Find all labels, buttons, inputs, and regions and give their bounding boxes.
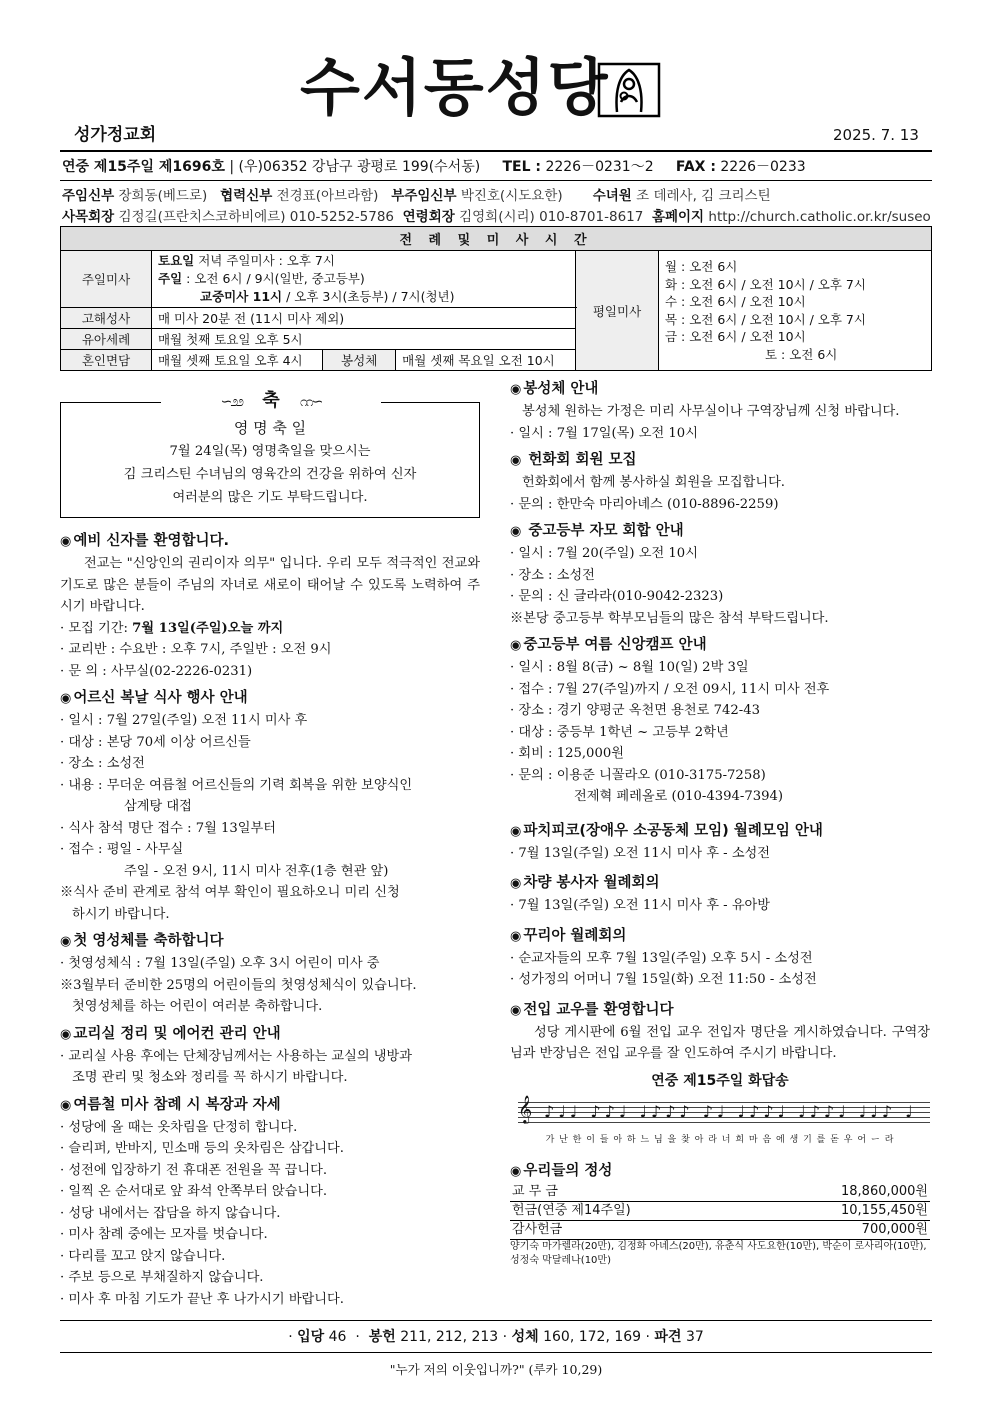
list-item: 헌화회에서 함께 봉사하실 회원을 모집합니다.: [522, 475, 786, 490]
music-notes-icon: ♪♩♩ ♪♪♩ ♩♪♪♪ ♪♩ ♩♪♪♩ ♩♪♪♩ ♩♩♪ ♩: [544, 1102, 917, 1121]
section-title: [60, 530, 480, 553]
list-item: · 성가정의 어머니 7월 15일(화) 오전 11:50 - 소성전: [510, 972, 817, 987]
homepage-link[interactable]: http://church.catholic.or.kr/suseo: [708, 209, 931, 225]
feast-line: 7월 24일(목) 영명축일을 맞으시는: [169, 444, 371, 459]
union-label: 연령회장: [402, 209, 455, 225]
scripture-quote: "누가 저의 이웃입니까?" (루카 10,29): [389, 1362, 603, 1377]
list-item: · 슬리퍼, 반바지, 민소매 등의 옷차림은 삼갑니다.: [60, 1141, 344, 1156]
pastor-name: 장희동(베드로): [118, 188, 208, 204]
feast-heading-text: 축: [262, 390, 280, 411]
divider: [60, 1352, 932, 1353]
section-title: [510, 378, 930, 401]
list-item: · 다리를 꼬고 앉지 않습니다.: [60, 1248, 226, 1264]
bullet-icon: ◉: [510, 382, 522, 397]
assoc-name: 박진호(시도요한): [460, 188, 563, 204]
section-title: [60, 1094, 480, 1117]
baptism-label: 유아세례: [61, 329, 152, 350]
stat-value: 160, 172, 169: [543, 1329, 642, 1345]
bullet-icon: ◉: [510, 876, 522, 891]
weekday-tue: 화 : 오전 6시 / 오전 10시 / 오후 7시: [665, 276, 866, 292]
bullet-icon: ◉: [60, 1097, 72, 1113]
section-title-text: 꾸리아 월례회의: [523, 927, 627, 944]
divider: [60, 180, 932, 181]
divider: [60, 1320, 932, 1321]
marriage-row: [152, 350, 576, 371]
section-title: [60, 687, 480, 710]
marriage-time: 매월 셋째 토요일 오후 4시: [152, 350, 323, 370]
sunday-label: 주일: [158, 271, 183, 286]
list-item-cont: 삼계탕 대접: [124, 799, 192, 814]
list-item: · 회비 : 125,000원: [510, 746, 624, 761]
weekday-fri: 금 : 오전 6시 / 오전 10시: [665, 329, 806, 344]
sunday-other-times: / 오후 3시(초등부) / 7시(청년): [286, 289, 455, 304]
union-contact: 김영희(시리) 010-8701-8617: [459, 209, 644, 225]
coop-name: 전경표(아브라함): [276, 188, 379, 204]
pastor-label: 주임신부: [62, 188, 115, 204]
bullet-icon: ◉: [60, 934, 72, 949]
section-title: [60, 1023, 480, 1046]
list-item: · 교리반 : 수요반 : 오후 7시, 주일반 : 오전 9시: [60, 642, 332, 657]
section-title-text: 중고등부 여름 신앙캠프 안내: [523, 637, 707, 653]
staff-line-2: [62, 205, 931, 225]
list-item: · 일찍 온 순서대로 앞 좌석 안쪽부터 앉습니다.: [60, 1184, 328, 1199]
issue-info-line: [62, 156, 806, 176]
sunday-mass-label: 주일미사: [61, 251, 152, 308]
list-item: · 장소 : 소성전: [510, 567, 595, 583]
staff-line-1: [62, 184, 771, 204]
section-title-text: 교리실 정리 및 에어컨 관리 안내: [73, 1025, 281, 1042]
list-item: · 접수 : 평일 - 사무실: [60, 842, 184, 857]
confession-time: 매 미사 20분 전 (11시 미사 제외): [152, 308, 576, 329]
tel-label: TEL :: [502, 159, 541, 175]
list-item: 봉성체 원하는 가정은 미리 사무실이나 구역장님께 신청 바랍니다.: [522, 404, 900, 419]
assoc-label: 부주임신부: [391, 188, 457, 204]
offering-label: 감사헌금: [510, 1220, 751, 1239]
note: ※본당 중고등부 학부모님들의 많은 참석 부탁드립니다.: [510, 610, 829, 626]
list-item: · 접수 : 7월 27(주일)까지 / 오전 09시, 11시 미사 전후: [510, 681, 830, 697]
stat-value: 37: [685, 1329, 704, 1345]
list-item: · 내용 : 무더운 여름철 어르신들의 기력 회복을 위한 보양식인: [60, 777, 413, 793]
donor-list: 양기숙 마가렐라(20만), 김정화 아녜스(20만), 유춘식 사도요한(10만), 박순이 로사리아(10만), 성정숙 막달레나(10만): [510, 1240, 927, 1266]
bullet-icon: ◉: [510, 1163, 522, 1179]
list-item: · 장소 : 소성전: [60, 756, 145, 771]
feast-day-box: [60, 390, 480, 518]
note: ※식사 준비 관계로 참석 여부 확인이 필요하오니 미리 신청: [60, 885, 400, 900]
list-item: · 장소 : 경기 양평군 옥천면 용천로 742-43: [510, 703, 760, 718]
table-row: [510, 1183, 930, 1202]
psalm-title: 연중 제15주일 화답송: [651, 1072, 789, 1089]
list-item-cont: 주일 - 오전 9시, 11시 미사 전후(1층 현관 앞): [124, 863, 389, 879]
section-title-text: 어르신 복날 식사 행사 안내: [73, 690, 248, 706]
stat-value: 211, 212, 213: [400, 1329, 499, 1345]
section-title-text: 여름철 미사 참례 시 복장과 자세: [73, 1096, 281, 1113]
offering-label: 헌금(연중 제14주일): [510, 1201, 751, 1220]
anointing-label: 봉성체: [323, 350, 396, 370]
list-item: · 대상 : 본당 70세 이상 어르신들: [60, 734, 251, 750]
mass-header: 전 례 및 미 사 시 간: [61, 227, 932, 251]
section-title-text: 파치피코(장애우 소공동체 모임) 월례모임 안내: [523, 822, 823, 839]
divider: [60, 150, 932, 152]
list-item: · 성당에 올 때는 옷차림을 단정히 합니다.: [60, 1119, 298, 1135]
music-staff: [518, 1095, 930, 1128]
bullet-icon: ◉: [510, 928, 522, 944]
stat-label: 파견: [654, 1329, 682, 1345]
section-paragraph: 성당 게시판에 6월 전입 교우 전입자 명단을 게시하였습니다. 구역장님과 반장님은 전입 교우를 잘 인도하여 주시기 바랍니다.: [510, 1024, 930, 1061]
section-title: [510, 999, 930, 1022]
bullet-icon: ◉: [510, 453, 522, 468]
ornament-left-icon: ∽೨೨: [220, 394, 243, 410]
baptism-time: 매월 첫째 토요일 오후 5시: [152, 329, 576, 350]
section-title: [510, 1160, 930, 1183]
marriage-label: 혼인면담: [61, 350, 152, 371]
left-column: [60, 380, 480, 1310]
main-mass: 교중미사 11시: [200, 289, 283, 304]
offering-amount: 700,000원: [751, 1220, 930, 1239]
list-item: · 일시 : 8월 8(금) ~ 8월 10(일) 2박 3일: [510, 660, 749, 675]
note: 하시기 바랍니다.: [72, 906, 170, 922]
address: | (우)06352 강남구 광평로 199(수서동): [229, 159, 481, 175]
list-item: · 모집 기간:: [60, 620, 133, 636]
weekday-mass-times: [659, 251, 932, 371]
weekday-thu: 목 : 오전 6시 / 오전 10시 / 오후 7시: [665, 311, 866, 327]
list-item: · 미사 참례 중에는 모자를 벗습니다.: [60, 1227, 268, 1242]
weekday-wed: 수 : 오전 6시 / 오전 10시: [665, 294, 806, 309]
right-column: [510, 378, 930, 1268]
list-item: · 일시 : 7월 17일(목) 오전 10시: [510, 425, 698, 441]
homepage-label: 홈페이지: [651, 209, 705, 225]
mass-schedule: [60, 226, 932, 371]
list-item-emphasis: 7월 13일(주일)오늘 까지: [132, 620, 284, 636]
list-item: · 식사 참석 명단 접수 : 7월 13일부터: [60, 820, 277, 836]
offering-amount: 18,860,000원: [751, 1183, 930, 1202]
coop-label: 협력신부: [220, 188, 273, 204]
hymn-number-bar: · 입당 46 · 봉헌 211, 212, 213 · 성체 160, 172, 169 · 파견 37: [288, 1329, 704, 1345]
list-item: · 문의 : 신 글라라(010-9042-2323): [510, 589, 724, 604]
note: ※3월부터 준비한 25명의 어린이들의 첫영성체식이 있습니다.: [60, 977, 417, 993]
bullet-icon: ◉: [60, 1026, 72, 1042]
list-item: · 7월 13일(주일) 오전 11시 미사 후 - 소성전: [510, 845, 771, 861]
feast-heading: [161, 389, 381, 414]
list-item: · 교리실 사용 후에는 단체장님께서는 사용하는 교실의 냉방과: [60, 1048, 413, 1064]
table-row: [510, 1201, 930, 1220]
note: 첫영성체를 하는 어린이 여러분 축하합니다.: [72, 999, 323, 1014]
tel-number: 2226－0231～2: [545, 159, 654, 175]
section-title: [510, 520, 930, 543]
fax-number: 2226－0233: [720, 159, 806, 175]
list-item: · 성당 내에서는 잡담을 하지 않습니다.: [60, 1205, 281, 1221]
stat-label: 입당: [297, 1329, 325, 1345]
council-contact: 김정길(프란치스코하비에르) 010-5252-5786: [118, 209, 395, 225]
holy-family-logo-icon: [597, 62, 661, 118]
council-label: 사목회장: [62, 209, 115, 225]
feast-line: 여러분의 많은 기도 부탁드립니다.: [172, 490, 368, 505]
newsletter-title: 수서동성당: [300, 51, 610, 124]
section-paragraph: 전교는 "신앙인의 권리이자 의무" 입니다. 우리 모두 적극적인 전교와 기도로 많은 분들이 주님의 자녀로 새로이 태어날 수 있도록 노력하여 주시기 바랍니다.: [60, 556, 480, 614]
list-item: · 주보 등으로 부채질하지 않습니다.: [60, 1270, 264, 1285]
saturday-time: 저녁 주일미사 : 오후 7시: [198, 253, 335, 268]
ornament-right-icon: ೧೧∽: [299, 394, 322, 410]
section-title: [510, 872, 930, 895]
section-title-text: 첫 영성체를 축하합니다: [73, 933, 224, 949]
list-item: · 문의 : 한만숙 마리아녜스 (010-8896-2259): [510, 496, 779, 512]
list-item: · 문의 : 이용준 니꼴라오 (010-3175-7258): [510, 767, 766, 783]
section-title-text: 우리들의 정성: [523, 1162, 613, 1179]
section-title-text: 예비 신자를 환영합니다.: [73, 533, 230, 549]
bullet-icon: ◉: [60, 691, 72, 706]
bullet-icon: ◉: [510, 1002, 522, 1018]
list-item: · 대상 : 중등부 1학년 ~ 고등부 2학년: [510, 724, 729, 740]
section-title: [60, 930, 480, 953]
psalm-lyrics: 가 난 한 이 들 아 하 느 님 을 찾 아 라 너 희 마 음 에 생 기 를 돋 우 어 ー 라: [545, 1135, 895, 1145]
confession-label: 고해성사: [61, 308, 152, 329]
weekday-mass-label: 평일미사: [576, 251, 659, 371]
list-item: · 성전에 입장하기 전 휴대폰 전원을 꼭 끕니다.: [60, 1162, 328, 1178]
section-title-text: 헌화회 회원 모집: [528, 452, 637, 468]
treble-clef-icon: 𝄞: [518, 1095, 533, 1123]
list-item: · 미사 후 마침 기도가 끝난 후 나가시기 바랍니다.: [60, 1291, 344, 1307]
weekday-mon: 월 : 오전 6시: [665, 259, 738, 274]
table-row: [510, 1220, 930, 1239]
bullet-icon: ◉: [510, 638, 522, 653]
section-title: [510, 449, 930, 472]
list-item: · 일시 : 7월 27일(주일) 오전 11시 미사 후: [60, 713, 308, 728]
section-title-text: 봉성체 안내: [523, 381, 599, 397]
section-title: [510, 820, 930, 843]
issue-number: 연중 제15주일 제1696호: [62, 159, 225, 175]
list-item: · 순교자들의 모후 7월 13일(주일) 오후 5시 - 소성전: [510, 950, 813, 966]
section-title-text: 차량 봉사자 월례회의: [523, 875, 660, 891]
section-title-text: 전입 교우를 환영합니다: [523, 1001, 674, 1018]
stat-label: 성체: [511, 1329, 539, 1345]
section-title: [510, 925, 930, 948]
feast-line: 김 크리스틴 수녀님의 영육간의 건강을 위하여 신자: [123, 467, 417, 482]
bullet-icon: ◉: [510, 524, 522, 539]
stat-value: 46: [328, 1329, 347, 1345]
list-item: · 일시 : 7월 20(주일) 오전 10시: [510, 546, 698, 561]
list-item: · 첫영성체식 : 7월 13일(주일) 오후 3시 어린이 미사 중: [60, 956, 380, 971]
feast-title: 영 명 축 일: [233, 419, 307, 437]
bullet-icon: ◉: [510, 823, 522, 839]
list-item-cont: 조명 관리 및 청소와 정리를 꼭 하시기 바랍니다.: [72, 1070, 348, 1085]
sunday-mass-times: [152, 251, 576, 308]
list-item: · 문 의 : 사무실(02-2226-0231): [60, 663, 253, 679]
bullet-icon: ◉: [60, 534, 72, 549]
list-item-cont: 전제혁 페레올로 (010-4394-7394): [574, 789, 784, 804]
sunday-time: : 오전 6시 / 9시(일반, 중고등부): [186, 271, 365, 286]
fax-label: FAX :: [675, 159, 716, 175]
offering-label: 교 무 금: [510, 1183, 751, 1202]
section-title: [510, 634, 930, 657]
saturday-label: 토요일: [158, 253, 195, 268]
offering-table: [510, 1183, 930, 1240]
stat-label: 봉헌: [368, 1329, 396, 1345]
section-title-text: 중고등부 자모 회합 안내: [528, 523, 684, 539]
weekday-sat: 토 : 오전 6시: [765, 346, 838, 362]
nun-label: 수녀원: [592, 188, 632, 204]
offering-amount: 10,155,450원: [751, 1201, 930, 1220]
anointing-time: 매월 셋째 목요일 오전 10시: [402, 353, 555, 368]
nun-names: 조 데레사, 김 크리스틴: [636, 188, 771, 204]
issue-date: 2025. 7. 13: [833, 126, 919, 144]
church-name: 성가정교회: [74, 125, 157, 145]
list-item: · 7월 13일(주일) 오전 11시 미사 후 - 유아방: [510, 898, 771, 913]
